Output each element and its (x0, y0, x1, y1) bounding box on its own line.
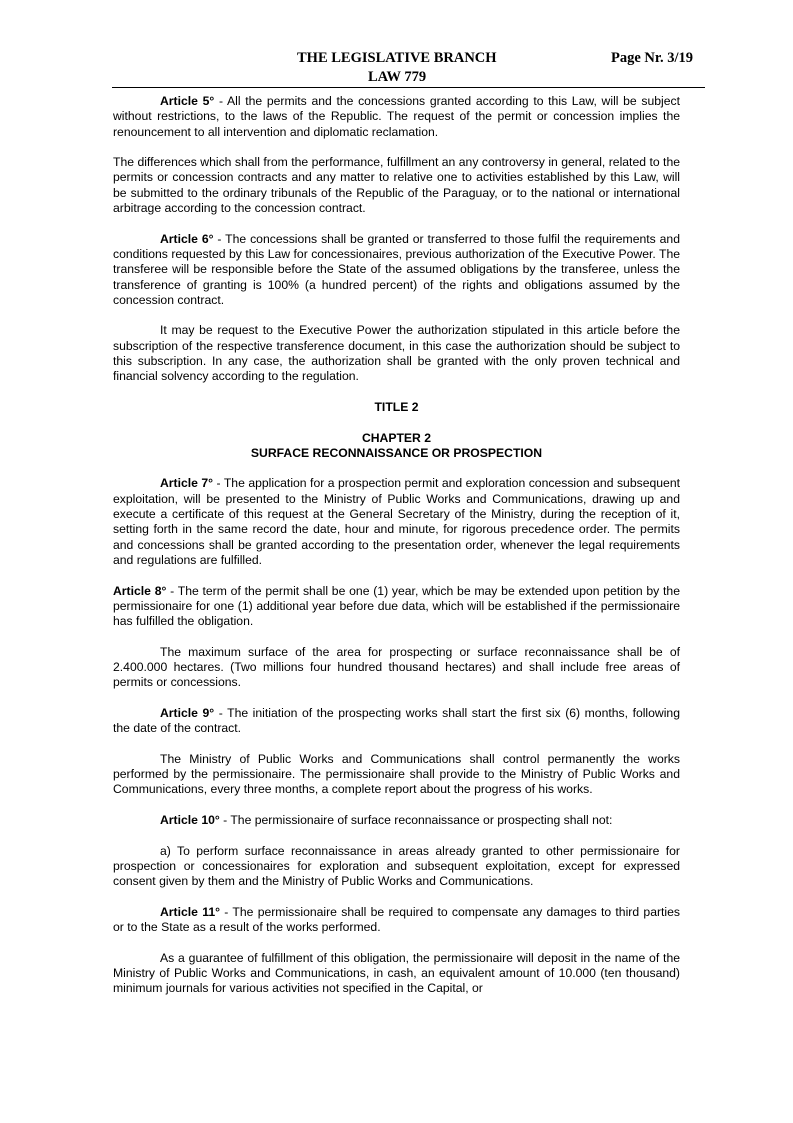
chapter-name: SURFACE RECONNAISSANCE OR PROSPECTION (250, 445, 543, 460)
paragraph-text: - The permissionaire shall be required to compensate any damages to third parties or to the State as a result of the works performed. (113, 904, 680, 935)
paragraph-article-8 (113, 584, 680, 630)
paragraph: The maximum surface of the area for prospecting or surface reconnaissance shall be of 2.400.000 hectares. (Two millions four hundred thousand hectares) and shall include free areas of permits or concessions. (113, 644, 680, 690)
paragraph-article-9 (113, 706, 680, 737)
title-heading: TITLE 2 (374, 399, 419, 414)
document-body (113, 94, 680, 1012)
header-rule (112, 87, 705, 88)
article-heading: Article 10° (160, 812, 220, 827)
paragraph-article-5 (113, 94, 680, 140)
paragraph: As a guarantee of fulfillment of this obligation, the permissionaire will deposit in the name of the Ministry of Public Works and Communications, in cash, an equivalent amount of 10.000 (ten thousand) minimum journals for various activities not specified in the Capital, or (113, 950, 680, 996)
article-heading: Article 5° (160, 94, 215, 108)
header-title: THE LEGISLATIVE BRANCH (297, 50, 497, 66)
article-heading: Article 9° (160, 705, 215, 720)
paragraph-text: - The initiation of the prospecting works shall start the first six (6) months, following the date of the contract. (113, 705, 680, 736)
header-law-number: LAW 779 (368, 69, 427, 85)
chapter-heading: CHAPTER 2 (361, 430, 432, 445)
paragraph-text: - The concessions shall be granted or transferred to those fulfil the requirements and conditions requested by this Law for concessionaires, previous authorization of the Executive Power. The transferee will be responsible before the State of the assumed obligations by the transferee, unless the transference of granting is 100% (a hundred percent) of the rights and obligations assumed by the concession contract. (113, 231, 680, 307)
paragraph: The Ministry of Public Works and Communications shall control permanently the works performed by the permissionaire. The permissionaire shall provide to the Ministry of Public Works and Communications, every three months, a complete report about the progress of his works. (113, 751, 680, 797)
article-heading: Article 6° (160, 231, 214, 246)
article-heading: Article 7° (160, 476, 214, 491)
paragraph-article-10 (113, 813, 680, 828)
paragraph-text: - All the permits and the concessions granted according to this Law, will be subject without restrictions, to the laws of the Republic. The request of the permit or concession implies the renouncement to all intervention and diplomatic reclamation. (113, 94, 680, 139)
article-heading: Article 11° (160, 904, 220, 919)
paragraph: a) To perform surface reconnaissance in areas already granted to other permissionaire for prospection or concessionaires for exploration and subsequent exploitation, except for expressed consent given by them and the Ministry of Public Works and Communications. (113, 843, 680, 889)
paragraph: It may be request to the Executive Power the authorization stipulated in this article before the subscription of the respective transference document, in this case the authorization should be subject to this subscription. In any case, the authorization shall be granted with the only proven technical and financial solvency according to the regulation. (113, 323, 680, 384)
paragraph-article-7 (113, 476, 680, 568)
paragraph-article-11 (113, 905, 680, 936)
paragraph-text: - The application for a prospection permit and exploration concession and subsequent exploitation, will be presented to the Ministry of Public Works and Communications, drawing up and execute a certificate of this request at the General Secretary of the Ministry, during the reception of it, setting forth in the same record the date, hour and minute, for rigorous precedence order. The permits and concessions shall be granted according to the presentation order, whenever the legal requirements and regulations are fulfilled. (113, 476, 680, 567)
paragraph-text: - The term of the permit shall be one (1) year, which be may be extended upon petition by the permissionaire for one (1) additional year before due data, which will be established if the permissionaire has fulfilled the obligation. (113, 583, 680, 629)
paragraph-text: - The permissionaire of surface reconnaissance or prospecting shall not: (219, 812, 613, 827)
page-number: Page Nr. 3/19 (611, 50, 694, 66)
paragraph: The differences which shall from the performance, fulfillment an any controversy in general, related to the permits or concession contracts and any matter to relative one to activities established by this Law, will be submitted to the ordinary tribunals of the Republic of the Paraguay, or to the national or international arbitrage according to the concession contract. (113, 155, 680, 216)
paragraph-article-6 (113, 232, 680, 308)
article-heading: Article 8° (113, 583, 167, 598)
